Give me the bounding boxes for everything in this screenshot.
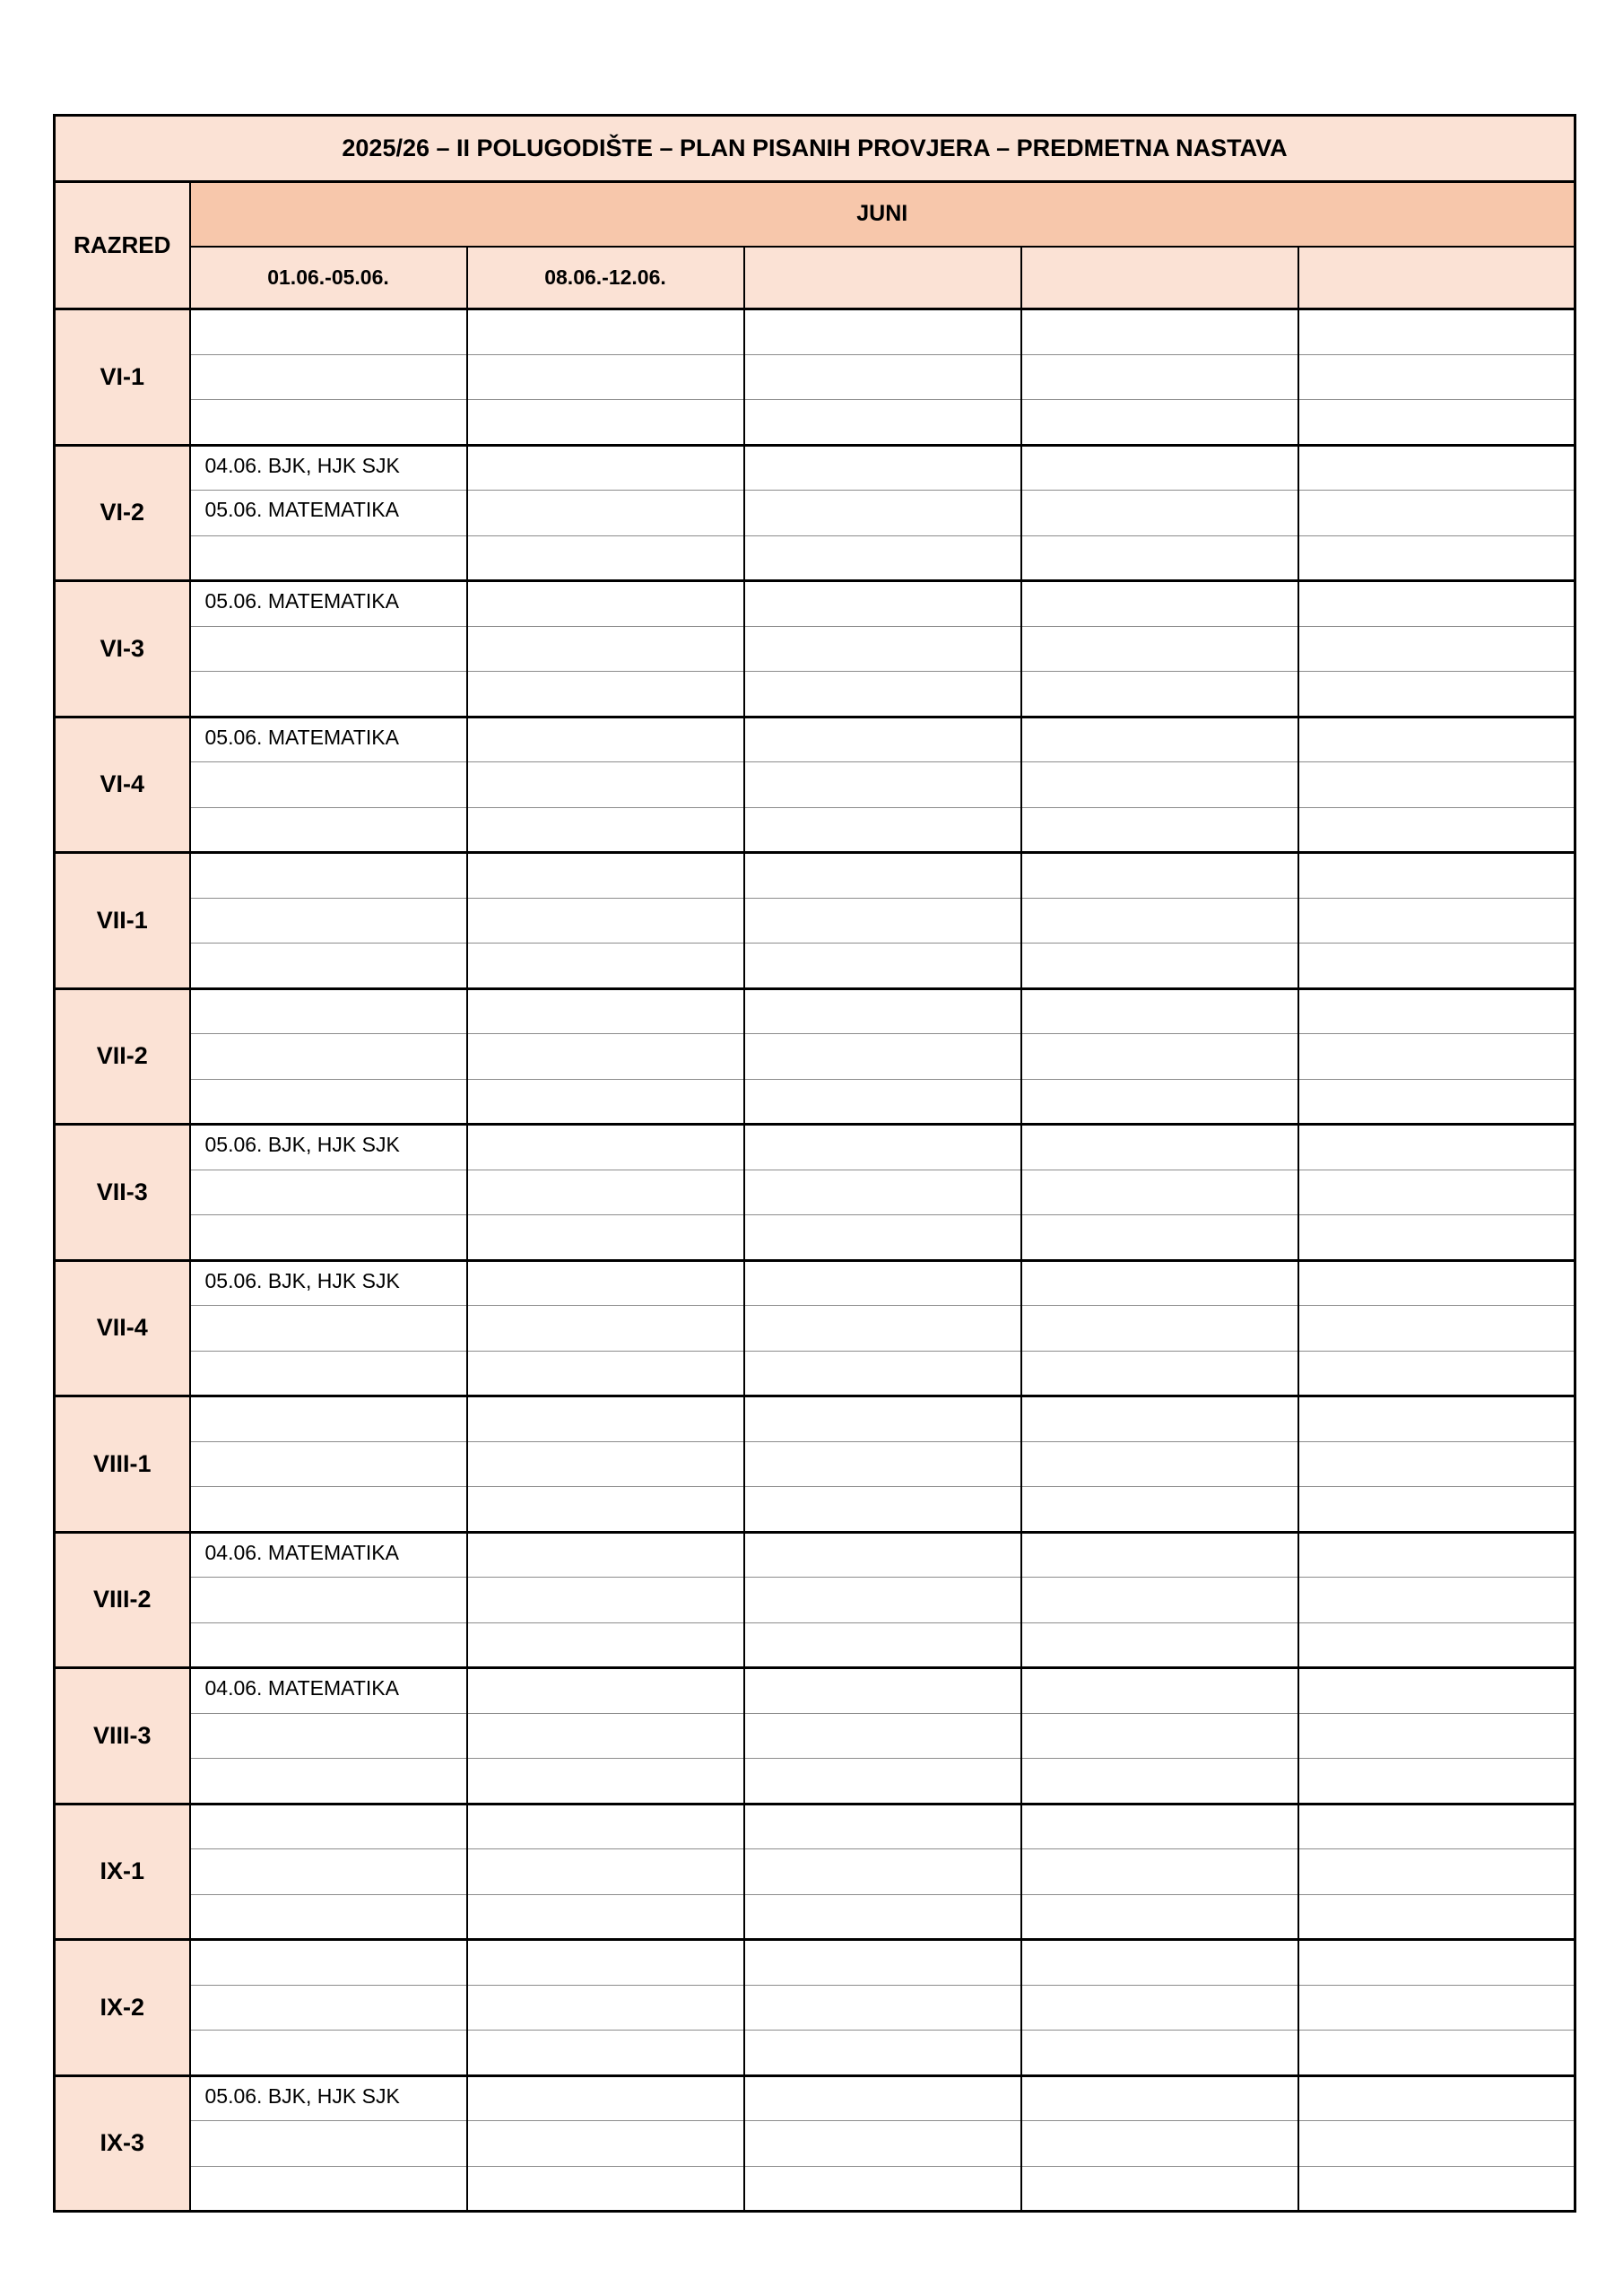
exam-slot xyxy=(1021,1532,1298,1578)
exam-slot xyxy=(1021,626,1298,672)
class-label: VIII-1 xyxy=(55,1396,190,1533)
exam-slot xyxy=(744,1894,1021,1940)
exam-slot xyxy=(467,1079,744,1125)
exam-slot xyxy=(744,1940,1021,1986)
table-row xyxy=(55,1441,1575,1487)
table-row xyxy=(55,853,1575,899)
exam-slot xyxy=(467,762,744,808)
exam-slot xyxy=(467,445,744,491)
exam-slot xyxy=(1021,944,1298,989)
exam-slot xyxy=(1298,1034,1575,1080)
exam-slot xyxy=(467,1849,744,1895)
exam-slot xyxy=(1021,1396,1298,1442)
exam-slot: 05.06. MATEMATIKA xyxy=(190,717,467,762)
exam-slot xyxy=(744,1849,1021,1895)
exam-slot xyxy=(744,672,1021,718)
exam-slot xyxy=(1021,581,1298,627)
exam-slot xyxy=(190,1034,467,1080)
exam-slot xyxy=(467,1487,744,1533)
exam-slot xyxy=(744,944,1021,989)
exam-slot xyxy=(467,535,744,581)
exam-slot xyxy=(744,1125,1021,1170)
exam-slot xyxy=(1021,1441,1298,1487)
exam-slot xyxy=(744,1170,1021,1215)
exam-slot xyxy=(467,1985,744,2031)
table-row xyxy=(55,1804,1575,1849)
exam-slot xyxy=(1298,1215,1575,1261)
class-label: VI-4 xyxy=(55,717,190,853)
exam-slot xyxy=(1298,807,1575,853)
exam-slot xyxy=(1298,1170,1575,1215)
exam-slot xyxy=(190,2031,467,2076)
exam-slot xyxy=(1021,535,1298,581)
exam-slot xyxy=(744,717,1021,762)
exam-slot xyxy=(1021,445,1298,491)
exam-slot xyxy=(190,1396,467,1442)
exam-slot xyxy=(190,853,467,899)
exam-slot xyxy=(1298,672,1575,718)
exam-slot xyxy=(1298,535,1575,581)
table-row xyxy=(55,309,1575,355)
exam-slot xyxy=(467,1578,744,1623)
exam-slot xyxy=(467,1894,744,1940)
exam-slot xyxy=(1021,2075,1298,2121)
exam-slot xyxy=(744,1351,1021,1396)
month-header: JUNI xyxy=(190,182,1575,247)
exam-slot xyxy=(190,1170,467,1215)
exam-slot: 04.06. MATEMATIKA xyxy=(190,1532,467,1578)
exam-slot xyxy=(1021,1894,1298,1940)
table-row xyxy=(55,2031,1575,2076)
exam-slot xyxy=(744,1260,1021,1306)
exam-slot xyxy=(1298,1759,1575,1805)
exam-slot xyxy=(1298,354,1575,400)
exam-slot xyxy=(1298,1578,1575,1623)
exam-slot xyxy=(1021,1170,1298,1215)
exam-slot xyxy=(190,1622,467,1668)
exam-slot xyxy=(744,1578,1021,1623)
exam-slot xyxy=(190,1441,467,1487)
table-row xyxy=(55,1215,1575,1261)
exam-slot xyxy=(467,1759,744,1805)
table-row xyxy=(55,1578,1575,1623)
table-row xyxy=(55,944,1575,989)
exam-slot xyxy=(1298,309,1575,355)
class-label: VI-3 xyxy=(55,581,190,718)
exam-slot xyxy=(1298,762,1575,808)
exam-slot xyxy=(744,400,1021,446)
exam-slot: 05.06. BJK, HJK SJK xyxy=(190,1260,467,1306)
exam-slot xyxy=(1021,1622,1298,1668)
week-header: 01.06.-05.06. xyxy=(190,247,467,309)
table-row xyxy=(55,1759,1575,1805)
exam-slot xyxy=(744,309,1021,355)
class-label: VII-3 xyxy=(55,1125,190,1261)
exam-slot xyxy=(1298,445,1575,491)
table-row xyxy=(55,1306,1575,1352)
exam-slot xyxy=(1021,717,1298,762)
class-label: VI-2 xyxy=(55,445,190,581)
exam-slot xyxy=(467,1351,744,1396)
exam-slot xyxy=(1021,672,1298,718)
table-row xyxy=(55,762,1575,808)
exam-slot xyxy=(1021,2121,1298,2167)
exam-slot xyxy=(744,898,1021,944)
exam-slot xyxy=(1298,2121,1575,2167)
exam-slot xyxy=(744,1532,1021,1578)
exam-slot xyxy=(190,762,467,808)
exam-slot xyxy=(1298,1306,1575,1352)
exam-slot: 04.06. MATEMATIKA xyxy=(190,1668,467,1714)
week-header: 08.06.-12.06. xyxy=(467,247,744,309)
exam-slot xyxy=(1298,898,1575,944)
week-header xyxy=(744,247,1021,309)
exam-slot xyxy=(744,535,1021,581)
exam-slot xyxy=(744,1215,1021,1261)
exam-slot xyxy=(1298,853,1575,899)
table-row xyxy=(55,1125,1575,1170)
exam-slot xyxy=(1021,1985,1298,2031)
exam-slot xyxy=(467,1804,744,1849)
exam-slot xyxy=(744,1396,1021,1442)
exam-slot xyxy=(467,1260,744,1306)
exam-slot xyxy=(190,672,467,718)
exam-slot xyxy=(1298,1713,1575,1759)
exam-slot xyxy=(190,2166,467,2212)
exam-slot xyxy=(1021,491,1298,536)
exam-slot xyxy=(1298,1441,1575,1487)
exam-slot xyxy=(467,2075,744,2121)
exam-slot xyxy=(744,2121,1021,2167)
table-row xyxy=(55,1532,1575,1578)
exam-slot xyxy=(467,2031,744,2076)
table-row xyxy=(55,898,1575,944)
exam-slot xyxy=(1298,1351,1575,1396)
exam-slot xyxy=(467,581,744,627)
exam-slot xyxy=(190,1940,467,1986)
table-row xyxy=(55,1622,1575,1668)
exam-slot xyxy=(190,1306,467,1352)
exam-slot xyxy=(467,853,744,899)
table-row xyxy=(55,1894,1575,1940)
exam-slot xyxy=(744,1441,1021,1487)
exam-slot xyxy=(190,1079,467,1125)
exam-slot xyxy=(1298,988,1575,1034)
exam-slot xyxy=(1021,762,1298,808)
exam-slot xyxy=(744,988,1021,1034)
exam-slot xyxy=(467,400,744,446)
exam-slot xyxy=(1298,1260,1575,1306)
exam-slot xyxy=(467,1306,744,1352)
exam-slot xyxy=(467,1215,744,1261)
class-label: VIII-2 xyxy=(55,1532,190,1668)
exam-slot xyxy=(190,898,467,944)
exam-slot xyxy=(1298,1849,1575,1895)
exam-slot: 05.06. BJK, HJK SJK xyxy=(190,1125,467,1170)
exam-slot xyxy=(1298,2166,1575,2212)
table-row xyxy=(55,1079,1575,1125)
exam-slot xyxy=(190,354,467,400)
exam-slot xyxy=(744,1079,1021,1125)
exam-slot xyxy=(467,1125,744,1170)
table-row xyxy=(55,807,1575,853)
exam-slot xyxy=(1021,1351,1298,1396)
exam-slot xyxy=(467,1034,744,1080)
exam-slot xyxy=(467,944,744,989)
exam-slot xyxy=(467,1668,744,1714)
exam-slot xyxy=(1021,1759,1298,1805)
exam-slot: 05.06. MATEMATIKA xyxy=(190,491,467,536)
exam-slot xyxy=(1298,944,1575,989)
exam-plan-table xyxy=(53,114,1576,2213)
exam-slot xyxy=(467,1713,744,1759)
exam-slot xyxy=(467,717,744,762)
class-label: VII-2 xyxy=(55,988,190,1125)
exam-slot xyxy=(467,354,744,400)
exam-slot xyxy=(744,491,1021,536)
exam-slot xyxy=(1021,807,1298,853)
exam-slot xyxy=(744,1668,1021,1714)
exam-slot xyxy=(1021,1804,1298,1849)
exam-slot xyxy=(1298,1532,1575,1578)
table-row xyxy=(55,1034,1575,1080)
exam-slot xyxy=(467,309,744,355)
exam-slot xyxy=(744,581,1021,627)
exam-slot xyxy=(1298,1940,1575,1986)
exam-slot xyxy=(467,807,744,853)
exam-slot xyxy=(467,1532,744,1578)
exam-slot xyxy=(190,1578,467,1623)
table-row xyxy=(55,988,1575,1034)
exam-slot xyxy=(467,988,744,1034)
exam-slot xyxy=(744,1759,1021,1805)
exam-slot xyxy=(1021,1306,1298,1352)
exam-slot xyxy=(744,853,1021,899)
table-row xyxy=(55,354,1575,400)
exam-slot xyxy=(1298,2031,1575,2076)
table-row xyxy=(55,1260,1575,1306)
exam-slot xyxy=(744,354,1021,400)
class-label: VII-1 xyxy=(55,853,190,989)
exam-slot xyxy=(1298,2075,1575,2121)
exam-slot xyxy=(467,1396,744,1442)
table-row xyxy=(55,1351,1575,1396)
week-header xyxy=(1021,247,1298,309)
table-row xyxy=(55,445,1575,491)
table-row xyxy=(55,2166,1575,2212)
table-row xyxy=(55,717,1575,762)
exam-slot xyxy=(744,445,1021,491)
exam-slot xyxy=(467,1441,744,1487)
plan-body xyxy=(55,309,1575,2212)
exam-slot xyxy=(190,1759,467,1805)
exam-slot xyxy=(1021,988,1298,1034)
exam-slot xyxy=(190,807,467,853)
table-row xyxy=(55,1713,1575,1759)
table-row xyxy=(55,491,1575,536)
exam-slot xyxy=(1298,581,1575,627)
exam-slot xyxy=(1298,1079,1575,1125)
exam-slot xyxy=(1298,491,1575,536)
exam-slot xyxy=(1021,1578,1298,1623)
exam-slot xyxy=(1298,626,1575,672)
exam-slot: 05.06. BJK, HJK SJK xyxy=(190,2075,467,2121)
table-row xyxy=(55,1487,1575,1533)
exam-slot xyxy=(467,491,744,536)
week-header-row xyxy=(55,247,1575,309)
exam-slot xyxy=(467,1622,744,1668)
exam-slot xyxy=(190,2121,467,2167)
exam-slot xyxy=(190,626,467,672)
class-label: VI-1 xyxy=(55,309,190,446)
exam-slot xyxy=(1021,354,1298,400)
exam-slot xyxy=(1298,1985,1575,2031)
exam-slot xyxy=(1298,400,1575,446)
exam-slot xyxy=(744,1034,1021,1080)
exam-slot xyxy=(190,400,467,446)
exam-slot xyxy=(190,988,467,1034)
table-row xyxy=(55,535,1575,581)
exam-slot xyxy=(1021,1668,1298,1714)
exam-slot xyxy=(190,1487,467,1533)
table-row xyxy=(55,400,1575,446)
table-title: 2025/26 – II POLUGODIŠTE – PLAN PISANIH PROVJERA – PREDMETNA NASTAVA xyxy=(55,116,1575,182)
exam-slot xyxy=(467,626,744,672)
exam-slot xyxy=(1021,1260,1298,1306)
class-label: IX-3 xyxy=(55,2075,190,2212)
exam-slot xyxy=(1298,1894,1575,1940)
exam-slot xyxy=(467,2121,744,2167)
exam-slot xyxy=(1021,853,1298,899)
exam-slot xyxy=(744,807,1021,853)
exam-slot xyxy=(744,2031,1021,2076)
exam-slot xyxy=(467,1940,744,1986)
exam-slot xyxy=(467,898,744,944)
exam-slot xyxy=(190,944,467,989)
table-row xyxy=(55,2075,1575,2121)
class-label: VIII-3 xyxy=(55,1668,190,1805)
exam-slot xyxy=(1298,1487,1575,1533)
exam-slot xyxy=(190,1894,467,1940)
exam-slot xyxy=(1021,400,1298,446)
class-label: IX-2 xyxy=(55,1940,190,2076)
exam-slot: 04.06. BJK, HJK SJK xyxy=(190,445,467,491)
exam-slot xyxy=(744,2166,1021,2212)
exam-slot xyxy=(1021,1079,1298,1125)
exam-slot xyxy=(1021,1940,1298,1986)
exam-slot xyxy=(1298,1396,1575,1442)
exam-slot xyxy=(744,1985,1021,2031)
table-row xyxy=(55,1170,1575,1215)
exam-slot xyxy=(1298,1125,1575,1170)
exam-slot xyxy=(1021,1849,1298,1895)
week-header xyxy=(1298,247,1575,309)
exam-slot xyxy=(744,626,1021,672)
exam-slot xyxy=(1298,1804,1575,1849)
exam-slot xyxy=(1021,1125,1298,1170)
exam-slot xyxy=(1021,309,1298,355)
exam-slot xyxy=(190,1351,467,1396)
exam-slot xyxy=(190,1804,467,1849)
exam-slot: 05.06. MATEMATIKA xyxy=(190,581,467,627)
table-row xyxy=(55,1668,1575,1714)
exam-slot xyxy=(190,1849,467,1895)
exam-slot xyxy=(1298,717,1575,762)
exam-slot xyxy=(1021,1034,1298,1080)
razred-header: RAZRED xyxy=(55,182,190,309)
table-row xyxy=(55,1396,1575,1442)
exam-slot xyxy=(190,535,467,581)
exam-slot xyxy=(1298,1622,1575,1668)
exam-slot xyxy=(190,309,467,355)
exam-slot xyxy=(1021,1713,1298,1759)
exam-slot xyxy=(1021,1487,1298,1533)
exam-slot xyxy=(744,1713,1021,1759)
table-row xyxy=(55,672,1575,718)
class-label: IX-1 xyxy=(55,1804,190,1940)
exam-slot xyxy=(467,1170,744,1215)
exam-slot xyxy=(467,2166,744,2212)
table-row xyxy=(55,1849,1575,1895)
table-row xyxy=(55,626,1575,672)
exam-slot xyxy=(190,1713,467,1759)
class-label: VII-4 xyxy=(55,1260,190,1396)
exam-slot xyxy=(190,1215,467,1261)
exam-slot xyxy=(744,762,1021,808)
exam-slot xyxy=(744,2075,1021,2121)
table-row xyxy=(55,581,1575,627)
exam-slot xyxy=(1021,2031,1298,2076)
exam-slot xyxy=(1021,1215,1298,1261)
exam-slot xyxy=(744,1306,1021,1352)
exam-slot xyxy=(1021,898,1298,944)
exam-slot xyxy=(744,1804,1021,1849)
exam-slot xyxy=(467,672,744,718)
table-row xyxy=(55,2121,1575,2167)
table-row xyxy=(55,1985,1575,2031)
exam-slot xyxy=(1021,2166,1298,2212)
exam-slot xyxy=(190,1985,467,2031)
exam-slot xyxy=(744,1622,1021,1668)
exam-slot xyxy=(1298,1668,1575,1714)
table-row xyxy=(55,1940,1575,1986)
exam-slot xyxy=(744,1487,1021,1533)
